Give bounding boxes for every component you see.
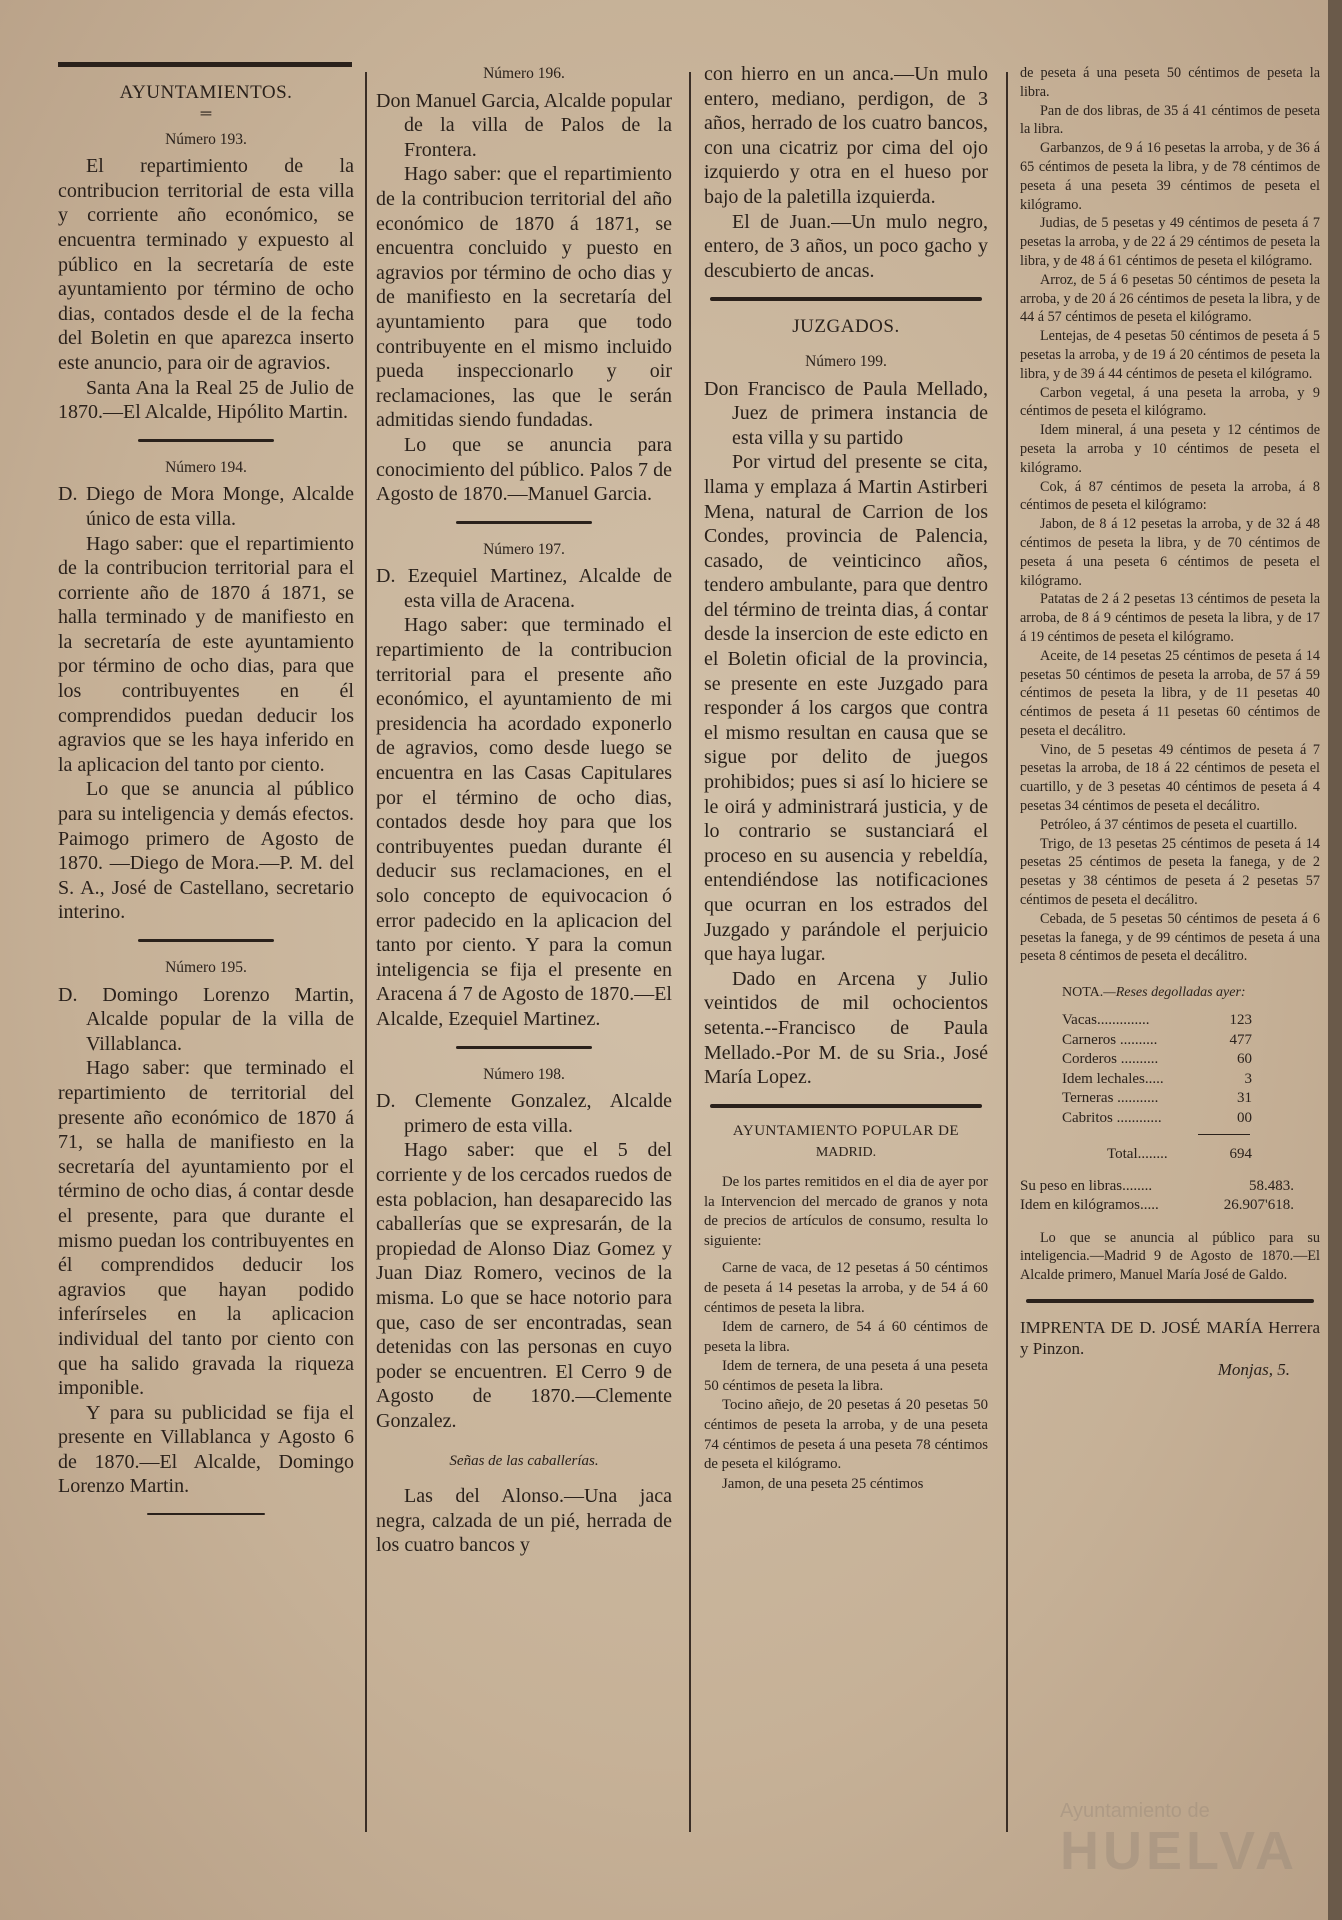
separator: [710, 1104, 983, 1108]
separator: [710, 297, 983, 301]
notice-number: Número 194.: [165, 458, 247, 476]
total-value: 694: [1229, 1146, 1252, 1163]
report-text: De los partes remitidos en el dia de ayer por la Intervencion del mercado de granos y nota de precios de artículos de consumo, resulta lo siguiente:: [704, 1173, 988, 1249]
double-rule: ═: [200, 105, 212, 122]
total-row: [1020, 1145, 1320, 1165]
price-text: Patatas de 2 á 2 pesetas 13 céntimos de peseta la arroba, de 8 á 9 céntimos de peseta la libra, y de 17 á 19 céntimos de peseta el kilógramo.: [1020, 591, 1320, 645]
watermark-line: Ayuntamiento de: [1060, 1800, 1210, 1822]
table-row: [1020, 1089, 1320, 1109]
notice-number: Número 193.: [165, 130, 247, 148]
page-edge: [1328, 0, 1342, 1920]
separator: [1026, 1299, 1314, 1303]
weight-label: Idem en kilógramos.....: [1020, 1196, 1159, 1213]
notice-number: Número 197.: [483, 540, 565, 558]
subheading-senas: Señas de las caballerías.: [449, 1453, 599, 1470]
stat-value: 477: [1229, 1031, 1252, 1048]
price-text: Trigo, de 13 pesetas 25 céntimos de peseta á 14 pesetas 25 céntimos de peseta la fanega, y de 2 pesetas y 38 céntimos de peseta á 2 pesetas 57 céntimos de peseta el decálitro.: [1020, 835, 1320, 909]
nota-heading: [1020, 984, 1320, 1003]
report-text: Tocino añejo, de 20 pesetas á 20 pesetas 50 céntimos de peseta la arroba, y de una peseta 74 céntimos de peseta á una peseta 78 céntimos de peseta el kilógramo.: [704, 1397, 988, 1473]
column-rule: [689, 72, 691, 1832]
separator: [138, 439, 274, 442]
stat-value: 3: [1244, 1070, 1252, 1087]
notice-text: El repartimiento de la contribucion territorial de esta villa y corriente año económico, se encuentra terminado y expuesto al público en la secretaría de este ayuntamiento por término de ocho dias, contados desde el de la fecha del Boletin en que aparezca inserto este anuncio, para oir de agravios.: [58, 155, 354, 374]
section-title-juzgados: JUZGADOS.: [792, 316, 900, 338]
notice-text: Y para su publicidad se fija el presente en Villablanca y Agosto 6 de 1870.—El Alcalde, Domingo Lorenzo Martin.: [58, 1401, 354, 1498]
printer-imprint: [1020, 1317, 1320, 1380]
price-text: Garbanzos, de 9 á 16 pesetas la arroba, y de 36 á 65 céntimos de peseta la libra, y de 78 céntimos de peseta á una peseta 39 céntimos de peseta el kilógramo.: [1020, 140, 1320, 213]
nota-label: NOTA.: [1062, 985, 1104, 1001]
table-row: [1020, 1070, 1320, 1090]
price-text: Carbon vegetal, á una peseta la arroba, y 9 céntimos de peseta el kilógramo.: [1020, 384, 1320, 420]
stat-label: Cabritos ............: [1062, 1109, 1162, 1126]
stat-label: Vacas..............: [1062, 1012, 1150, 1029]
separator: [147, 1513, 265, 1515]
printer-line: IMPRENTA DE D. JOSÉ MARÍA Herrera y Pinzon.: [1020, 1317, 1320, 1358]
notice-text: Hago saber: que el repartimiento de la contribucion territorial para el corriente año de 1870 á 1871, se halla terminado y de manifiesto en la secretaría de este ayuntamiento por término de ocho dias, para que los contribuyentes en él comprendidos puedan deducir los agravios que se les haya inferido en la aplicacion del tanto por ciento.: [58, 532, 354, 776]
notice-heading: D. Ezequiel Martinez, Alcalde de esta villa de Aracena.: [376, 565, 672, 612]
nota-text: —Reses degolladas ayer:: [1103, 985, 1246, 1001]
weight-row: [1020, 1177, 1320, 1196]
column-rule: [1006, 72, 1008, 1832]
notice-heading: D. Clemente Gonzalez, Alcalde primero de esta villa.: [376, 1090, 672, 1137]
report-title: AYUNTAMIENTO POPULAR DE: [732, 1122, 960, 1139]
notice-text: Lo que se anuncia para conocimiento del público. Palos 7 de Agosto de 1870.—Manuel Garcia.: [376, 433, 672, 506]
notice-number: Número 199.: [805, 352, 887, 370]
price-text: Aceite, de 14 pesetas 25 céntimos de peseta á 14 pesetas 50 céntimos de peseta la arroba, de 57 á 59 céntimos de peseta la libra, y de 11 pesetas 40 céntimos de peseta á 11 pesetas 60 céntimos de peseta el decálitro.: [1020, 647, 1320, 739]
column-4: [1020, 64, 1320, 1380]
price-text: de peseta á una peseta 50 céntimos de peseta la libra.: [1020, 65, 1320, 100]
price-text: Jabon, de 8 á 12 pesetas la arroba, y de 32 á 48 céntimos de peseta la libra, y de 70 céntimos de peseta á una peseta 6 céntimos de peseta el kilógramo.: [1020, 516, 1320, 589]
notice-text: con hierro en un anca.—Un mulo entero, mediano, perdigon, de 3 años, herrado de los cuatro bancos, con una cicatriz por cima del ojo izquierdo y otra en el hueso por bajo de la paletilla izquierda.: [704, 63, 988, 208]
price-text: Pan de dos libras, de 35 á 41 céntimos de peseta la libra.: [1020, 102, 1320, 138]
price-text: Cebada, de 5 pesetas 50 céntimos de peseta á 6 pesetas la fanega, y de 99 céntimos de peseta á una peseta 8 céntimos de peseta el decálitro.: [1020, 910, 1320, 965]
notice-text: Las del Alonso.—Una jaca negra, calzada de un pié, herrada de los cuatro bancos y: [376, 1485, 672, 1557]
closing-text: Lo que se anuncia al público para su inteligencia.—Madrid 9 de Agosto de 1870.—El Alcalde primero, Manuel María José de Galdo.: [1020, 1229, 1320, 1284]
stat-label: Idem lechales.....: [1062, 1070, 1164, 1087]
stat-label: Corderos ..........: [1062, 1051, 1159, 1068]
table-row: [1020, 1050, 1320, 1070]
stat-value: 31: [1237, 1090, 1252, 1107]
notice-number: Número 196.: [483, 65, 565, 82]
stat-value: 60: [1237, 1051, 1252, 1068]
report-subtitle: MADRID.: [815, 1145, 877, 1161]
separator: [138, 939, 274, 942]
weights-block: [1020, 1177, 1320, 1215]
total-label: Total........: [1107, 1146, 1168, 1163]
stat-value: 123: [1229, 1012, 1252, 1029]
report-text: Jamon, de una peseta 25 céntimos: [722, 1475, 924, 1492]
report-text: Idem de carnero, de 54 á 60 céntimos de peseta la libra.: [704, 1319, 988, 1355]
notice-text: El de Juan.—Un mulo negro, entero, de 3 años, un poco gacho y descubierto de ancas.: [704, 210, 988, 282]
watermark-line: HUELVA: [1060, 1821, 1298, 1881]
top-rule: [58, 62, 352, 67]
column-2: [376, 62, 672, 1558]
price-text: Arroz, de 5 á 6 pesetas 50 céntimos de peseta la arroba, y de 20 á 26 céntimos de peseta la libra, y de 44 á 57 céntimos de peseta el kilógramo.: [1020, 271, 1320, 326]
separator: [456, 521, 592, 524]
stat-label: Carneros ..........: [1062, 1031, 1158, 1048]
separator: [456, 1046, 592, 1049]
column-1: [58, 62, 354, 1529]
notice-text: Hago saber: que terminado el repartimiento de la contribucion territorial para el presente año económico, el ayuntamiento de mi presidencia ha acordado exponerlo de agravios, como desde luego se encuentra en las Casas Capitulares por el término de ocho dias, contados desde hoy para que los contribuyentes puedan durante él deducir sus reclamaciones, en el solo concepto de equivocacion ó error padecido en la aplicacion del tanto por ciento. Y para la comun inteligencia se fija el presente en Aracena á 7 de Agosto de 1870.—El Alcalde, Ezequiel Martinez.: [376, 614, 672, 1030]
column-rule: [365, 72, 367, 1832]
report-text: Carne de vaca, de 12 pesetas á 50 céntimos de peseta á 14 pesetas la arroba, y de 54 á 60 céntimos de peseta la libra.: [704, 1260, 988, 1316]
price-text: Lentejas, de 4 pesetas 50 céntimos de peseta á 5 pesetas la arroba, y de 19 á 20 céntimos de peseta la libra, y de 39 á 44 céntimos de peseta el kilógramo.: [1020, 328, 1320, 382]
notice-number: Número 195.: [165, 959, 247, 976]
watermark-logo: [1060, 1800, 1298, 1890]
weight-value: 58.483.: [1249, 1177, 1294, 1194]
table-row: [1020, 1109, 1320, 1129]
stat-value: 00: [1237, 1109, 1252, 1126]
madrid-report: [704, 1122, 988, 1495]
column-3: [704, 62, 988, 1494]
table-row: [1020, 1031, 1320, 1051]
notice-heading: D. Diego de Mora Monge, Alcalde único de esta villa.: [58, 483, 354, 530]
price-text: Idem mineral, á una peseta y 12 céntimos de peseta la arroba y 10 céntimos de peseta el kilógramo.: [1020, 422, 1320, 476]
price-text: Vino, de 5 pesetas 49 céntimos de peseta á 7 pesetas la arroba, de 18 á 22 céntimos de peseta el cuartillo, y de 3 pesetas 40 céntimos de peseta á 4 pesetas 34 céntimos de peseta el decálitro.: [1020, 741, 1320, 815]
weight-value: 26.907'618.: [1223, 1196, 1294, 1213]
stat-label: Terneras ...........: [1062, 1090, 1159, 1107]
sum-rule: [1198, 1134, 1250, 1135]
notice-text: Hago saber: que terminado el repartimiento de territorial del presente año económico de 1870 á 71, se halla de manifiesto en la secretaría del ayuntamiento por el término de ocho dias, á contar desde el presente, para que durante el mismo puedan los contribuyentes en él comprendidos deducir los agravios que hayan podido inferírseles en la aplicacion individual del tanto por ciento con que ha salido gravada la riqueza imponible.: [58, 1057, 354, 1400]
notice-signature: Santa Ana la Real 25 de Julio de 1870.—El Alcalde, Hipólito Martin.: [58, 376, 354, 424]
notice-heading: Don Francisco de Paula Mellado, Juez de primera instancia de esta villa y su partido: [704, 377, 988, 449]
weight-row: [1020, 1196, 1320, 1215]
notice-text: Hago saber: que el repartimiento de la contribucion territorial del año económico de 1870 á 1871, se encuentra concluido y puesto en agravios por término de ocho dias y de manifiesto en la secretaría del ayuntamiento para que todo contribuyente en el mismo incluido pueda inspeccionarlo y oir reclamaciones, las que le serán admitidas siendo fundadas.: [376, 163, 672, 432]
price-text: Judias, de 5 pesetas y 49 céntimos de peseta á 7 pesetas la arroba, y de 22 á 29 céntimos de peseta la libra, y de 48 á 61 céntimos de peseta el kilógramo.: [1020, 215, 1320, 269]
report-text: Idem de ternera, de una peseta á una peseta 50 céntimos de peseta la libra.: [704, 1358, 988, 1394]
notice-text: Lo que se anuncia al público para su inteligencia y demás efectos. Paimogo primero de Agosto de 1870. —Diego de Mora.—P. M. del S. A., José de Castellano, secretario interino.: [58, 778, 354, 924]
notice-text: Por virtud del presente se cita, llama y emplaza á Martin Astirberi Mena, natural de Carrion de los Condes, provincia de Palencia, casado, de veinticinco años, tendero ambulante, para que dentro del término de treinta dias, á contar desde la insercion de este edicto en el Boletin oficial de la provincia, se presente en este Juzgado para responder á los cargos que contra el mismo resultan en causa que se sigue por delito de juegos prohibidos; pues si así lo hiciere se le oirá y administrará justicia, y de lo contrario se sustanciará el proceso en su ausencia y rebeldía, entendiéndose las notificaciones que ocurran en los estrados del Juzgado y parándole el perjuicio que haya lugar.: [704, 451, 988, 966]
price-text: Cok, á 87 céntimos de peseta la arroba, á 8 céntimos de peseta el kilógramo:: [1020, 478, 1320, 514]
notice-number: Número 198.: [483, 1065, 565, 1083]
weight-label: Su peso en libras........: [1020, 1177, 1153, 1194]
price-text: Petróleo, á 37 céntimos de peseta el cuartillo.: [1040, 816, 1298, 833]
printer-address: Monjas, 5.: [1217, 1359, 1290, 1379]
section-title-ayuntamientos: AYUNTAMIENTOS.: [119, 82, 293, 103]
notice-text: Dado en Arcena y Julio veintidos de mil ochocientos setenta.--Francisco de Paula Mellado.-Por M. de su Sria., José María Lopez.: [704, 967, 988, 1089]
notice-heading: Don Manuel Garcia, Alcalde popular de la villa de Palos de la Frontera.: [376, 89, 673, 161]
notice-text: Hago saber: que el 5 del corriente y de los cercados ruedos de esta poblacion, han desaparecido las caballerías que se expresarán, de la propiedad de Alonso Diaz Gomez y Juan Diaz Romero, vecinos de la misma. Lo que se hace notorio para que, caso de ser encontradas, sean detenidas con las personas en cuyo poder se encuentren. El Cerro 9 de Agosto de 1870.—Clemente Gonzalez.: [376, 1139, 672, 1432]
notice-heading: D. Domingo Lorenzo Martin, Alcalde popular de la villa de Villablanca.: [58, 983, 354, 1055]
table-row: [1020, 1011, 1320, 1031]
